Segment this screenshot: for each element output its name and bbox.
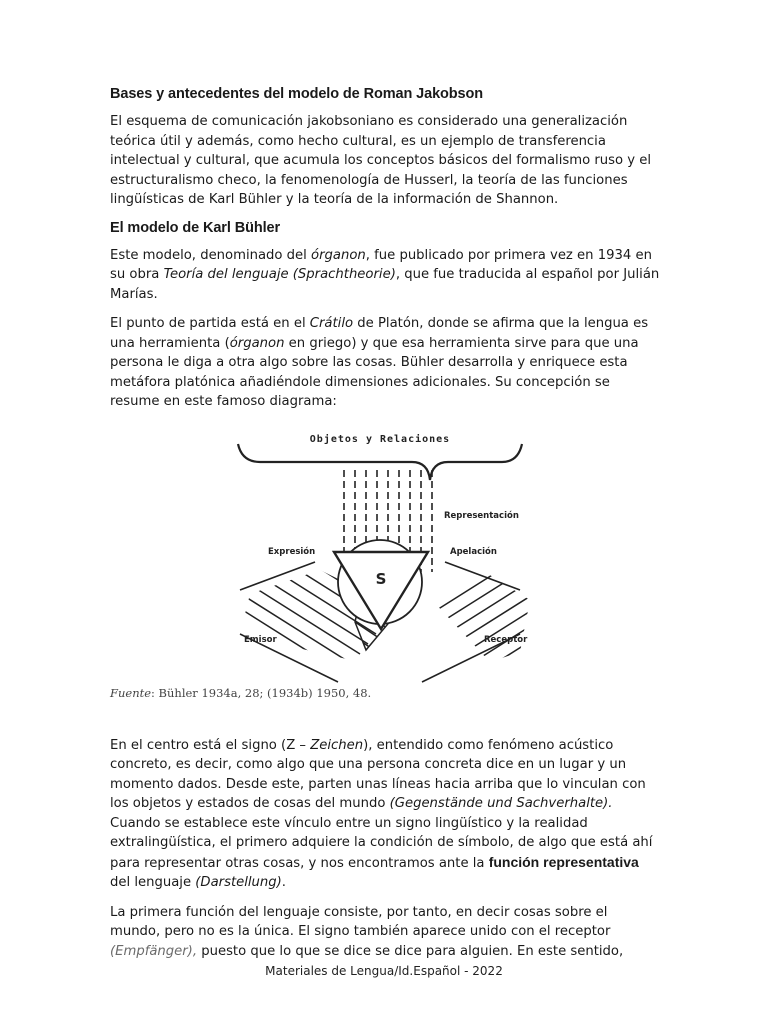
sign-label: S <box>375 569 387 588</box>
page-footer: Materiales de Lengua/Id.Español - 2022 <box>265 964 503 978</box>
section-heading-jakobson: Bases y antecedentes del modelo de Roman Jakobson <box>110 86 484 102</box>
paragraph-organon: Este modelo, denominado del órganon, fue publicado por primera vez en 1934 en su obra Teoría del lenguaje (Sprachtheorie), que fue traducida al español por Julián Marías. <box>110 247 660 302</box>
section-heading-buhler: El modelo de Karl Bühler <box>110 219 281 236</box>
expression-label: Expresión <box>268 546 316 557</box>
paragraph-receptor: La primera función del lenguaje consiste, por tanto, en decir cosas sobre el mundo, pero no es la única. El signo también aparece unido con el receptor (Empfänger), puesto que lo que se dice se dice para alguien. En este sentido, <box>110 904 624 959</box>
objects-bracket <box>238 444 522 480</box>
receiver-label: Receptor <box>484 634 528 645</box>
organon-diagram-drawing <box>110 422 660 722</box>
paragraph-sign: En el centro está el signo (Z – Zeichen), entendido como fenómeno acústico concreto, es decir, como algo que una persona concreta dice en un lugar y un momento dados. Desde este, parten unas líneas hacia arriba que lo vinculan con los objetos y estados de cosas del mundo (Gegenstände und Sachverhalte). Cuando se establece este vínculo entre un signo lingüístico y la realidad extralingüística, el primero adquiere la condición de símbolo, de algo que está ahí para representar otras cosas, y nos encontramos ante la función representativa del lenguaje (Darstellung). <box>110 737 653 890</box>
representation-label: Representación <box>444 510 519 521</box>
emitter-label: Emisor <box>244 634 277 645</box>
organon-diagram <box>110 422 660 722</box>
appeal-label: Apelación <box>450 546 497 557</box>
objects-label: Objetos y Relaciones <box>309 433 451 445</box>
paragraph-jakobson: El esquema de comunicación jakobsoniano es considerado una generalización teórica útil y además, como hecho cultural, es un ejemplo de transferencia intelectual y cultural, que acumula los conceptos básicos del formalismo ruso y el estructuralismo checo, la fenomenología de Husserl, la teoría de las funciones lingüísticas de Karl Bühler y la teoría de la información de Shannon. <box>110 114 652 207</box>
document-page <box>110 86 660 971</box>
paragraph-cratilo: El punto de partida está en el Crátilo de Platón, donde se afirma que la lengua es una herramienta (órganon en griego) y que esa herramienta sirve para que una persona le diga a otra algo sobre las cosas. Bühler desarrolla y enriquece esta metáfora platónica añadiéndole dimensiones adicionales. Su concepción se resume en este famoso diagrama: <box>110 316 649 409</box>
figure-caption: Fuente: Bühler 1934a, 28; (1934b) 1950, 48. <box>110 685 372 700</box>
